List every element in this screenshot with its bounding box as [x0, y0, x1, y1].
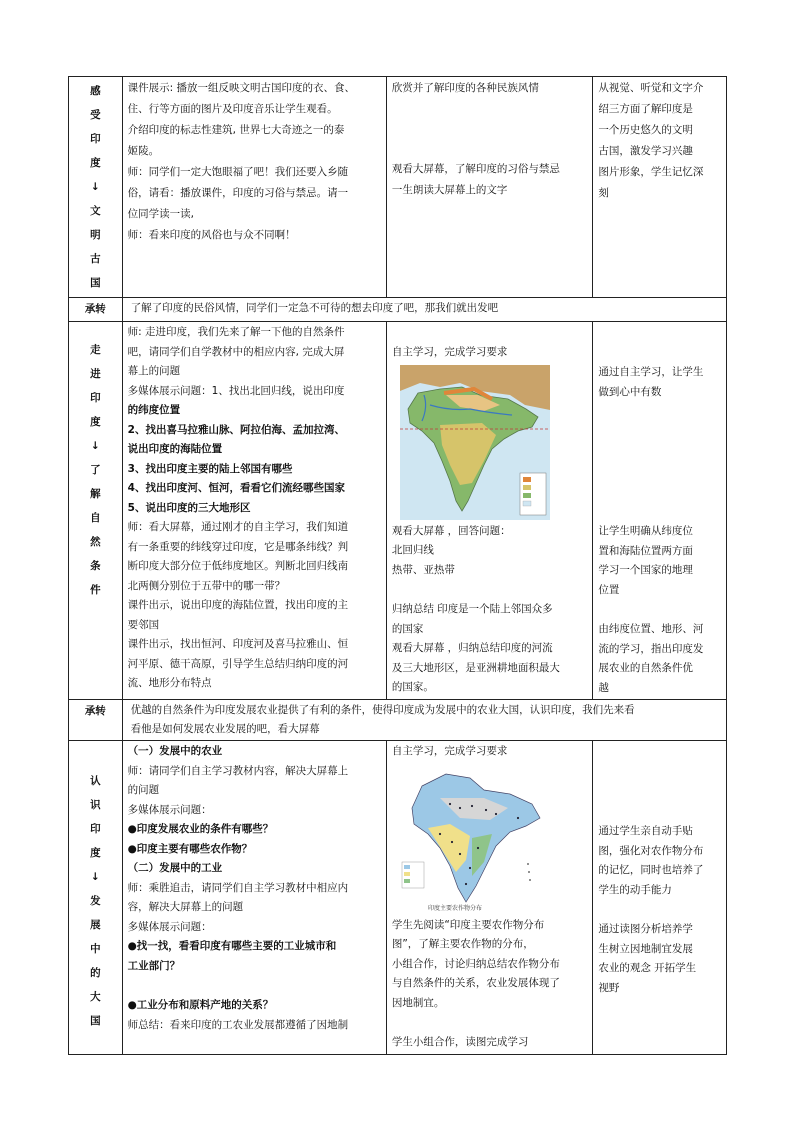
- text-line: 容，解决大屏幕上的问题: [127, 901, 244, 913]
- design-intent: [593, 741, 727, 1055]
- label-char: 印: [90, 133, 101, 145]
- question-line: ●工业分布和原料产地的关系？: [127, 999, 274, 1011]
- student-activity: [386, 77, 593, 298]
- label-char: 解: [90, 488, 101, 500]
- text-line: 通过读图分析培养学: [598, 923, 693, 935]
- text-line: 置和海陆位置两方面: [598, 544, 693, 557]
- text-line: 通过自主学习，让学生: [598, 366, 704, 378]
- text-line: 师: 走进印度，我们先来了解一下他的自然条件: [127, 326, 345, 338]
- transition-row-1: [69, 298, 727, 322]
- text-line: 多媒体展示问题：: [127, 803, 212, 816]
- transition-row-2: [69, 700, 727, 741]
- section-label-2: [69, 322, 123, 700]
- transition-text: 了解了印度的民俗风情，同学们一定急不可待的想去印度了吧，那我们就出发吧: [122, 298, 726, 322]
- text-line: 让学生明确从纬度位: [598, 525, 693, 537]
- label-char: 的: [90, 967, 101, 979]
- text-line: 农业的观念 开拓学生: [598, 962, 697, 974]
- text-line: 因地制宜。: [391, 996, 445, 1009]
- arrow-down-icon: ↓: [90, 871, 100, 883]
- question-line: ●印度主要有哪些农作物？: [127, 842, 253, 855]
- text-line: 的国家。: [391, 681, 434, 693]
- question-line: 多媒体展示问题：1、找出北回归线，说出印度: [127, 384, 345, 397]
- text-line: 自主学习，完成学习要求: [391, 745, 508, 757]
- text-line: 视野: [598, 981, 620, 994]
- subheading: （二）发展中的工业: [127, 862, 223, 874]
- text-line: 小组合作，讨论归纳总结农作物分布: [391, 957, 560, 970]
- question-line: ●找一找，看看印度有哪些主要的工业城市和: [127, 940, 337, 952]
- question-line: ●印度发展农业的条件有哪些？: [127, 823, 274, 835]
- label-char: 走: [90, 344, 101, 356]
- text-line: 看他是如何发展农业发展的吧，看大屏幕: [130, 723, 320, 735]
- text-line: 图，强化对农作物分布: [598, 844, 704, 857]
- teacher-activity: [122, 741, 386, 1055]
- text-line: 图”，了解主要农作物的分布，: [391, 938, 534, 950]
- text-line: 课件出示，找出恒河、印度河及喜马拉雅山、恒: [127, 638, 349, 650]
- text-line: 河平原、德干高原，引导学生总结归纳印度的河: [127, 657, 349, 670]
- question-line: 4、找出印度河、恒河，看看它们流经哪些国家: [127, 482, 345, 494]
- label-char: 件: [90, 584, 101, 596]
- text-line: 与自然条件的关系，农业发展体现了: [391, 977, 560, 989]
- text-line: 俗，请看：播放课件，印度的习俗与禁忌。请一: [127, 187, 349, 199]
- legend-swatch: [523, 477, 531, 482]
- label-char: 度: [90, 416, 101, 428]
- text-line: 由纬度位置、地形、河: [598, 623, 704, 635]
- section-enter-india: [69, 322, 727, 700]
- text-line: 古国，激发学习兴趣: [598, 145, 693, 157]
- legend-swatch: [404, 879, 410, 883]
- label-char: 展: [90, 919, 101, 931]
- label-char: 国: [90, 277, 101, 289]
- text-line: 住、行等方面的图片及印度音乐让学生观看。: [127, 103, 338, 115]
- label-char: 古: [90, 253, 101, 265]
- text-line: 热带、亚热带: [391, 563, 455, 576]
- text-line: 图片形象，学生记忆深: [598, 166, 704, 178]
- label-char: 明: [90, 229, 101, 241]
- text-line: 位同学读一读,: [127, 208, 194, 220]
- label-char: 进: [90, 368, 101, 380]
- text-line: 课件展示: 播放一组反映文明古国印度的衣、食、: [127, 82, 356, 94]
- question-line: 说出印度的海陆位置: [127, 443, 223, 455]
- text-line: 课件出示，说出印度的海陆位置，找出印度的主: [127, 599, 349, 611]
- text-line: 的记忆，同时也培养了: [598, 864, 704, 876]
- text-line: 姬陵。: [127, 145, 160, 157]
- text-line: 师：请同学们自主学习教材内容，解决大屏幕上: [127, 764, 349, 777]
- section-label-1: [69, 77, 123, 298]
- legend-swatch: [404, 872, 410, 876]
- label-char: 感: [90, 85, 101, 97]
- label-char: 度: [90, 847, 101, 859]
- text-line: 一个历史悠久的文明: [598, 124, 693, 136]
- text-line: 的国家: [391, 622, 424, 635]
- question-line: 工业部门？: [127, 959, 181, 972]
- transition-label: 承转: [69, 700, 123, 741]
- map-caption: 印度主要农作物分布: [427, 904, 482, 912]
- text-line: 师：乘胜追击，请同学们自主学习教材中相应内: [127, 881, 349, 894]
- label-char: 条: [90, 560, 101, 572]
- text-line: 观看大屏幕 ，回答问题：: [391, 524, 511, 537]
- text-line: 从视觉、听觉和文字介: [598, 82, 704, 94]
- legend-swatch: [523, 493, 531, 498]
- text-line: 要邻国: [127, 618, 160, 631]
- text-line: 介绍印度的标志性建筑, 世界七大奇迹之一的泰: [127, 124, 345, 136]
- text-line: 自主学习，完成学习要求: [391, 346, 508, 358]
- arrow-down-icon: ↓: [90, 181, 100, 193]
- text-line: 观看大屏幕，了解印度的习俗与禁忌: [391, 163, 560, 175]
- text-line: 位置: [598, 583, 620, 596]
- label-char: 中: [90, 943, 101, 955]
- text-line: 师：看大屏幕，通过刚才的自主学习，我们知道: [127, 521, 349, 533]
- text-line: 学生的动手能力: [598, 883, 672, 896]
- section-label-3: [69, 741, 123, 1055]
- section-know-india: [69, 741, 727, 1055]
- label-char: 印: [90, 823, 101, 835]
- design-intent: [593, 322, 727, 700]
- text-line: 学生小组合作，读图完成学习: [391, 1036, 529, 1048]
- text-line: 优越的自然条件为印度发展农业提供了有利的条件，使得印度成为发展中的农业大国，认识印度，我们先来看: [130, 704, 635, 716]
- label-char: 度: [90, 157, 101, 169]
- text-line: 越: [598, 681, 609, 694]
- label-char: 国: [90, 1015, 101, 1027]
- text-line: 绍三方面了解印度是: [598, 103, 693, 115]
- legend-swatch: [523, 501, 531, 506]
- text-line: 断印度大部分位于低纬度地区。判断北回归线南: [127, 560, 349, 572]
- transition-text: [122, 700, 726, 741]
- text-line: 师：同学们一定大饱眼福了吧！我们还要入乡随: [127, 166, 349, 178]
- india-physical-map: [400, 365, 550, 520]
- text-line: 吧，请同学们自学教材中的相应内容, 完成大屏: [127, 345, 345, 358]
- label-char: 自: [90, 512, 101, 524]
- text-line: 展农业的自然条件优: [598, 662, 693, 674]
- text-line: 刻: [598, 187, 609, 199]
- arrow-down-icon: ↓: [90, 440, 100, 452]
- label-char: 认: [90, 775, 101, 787]
- text-line: 流的学习，指出印度发: [598, 642, 704, 655]
- question-line: 3、找出印度主要的陆上邻国有哪些: [127, 462, 293, 475]
- text-line: 学生先阅读“印度主要农作物分布: [391, 918, 545, 931]
- text-line: 观看大屏幕 ，归纳总结印度的河流: [391, 642, 553, 654]
- question-line: 5、说出印度的三大地形区: [127, 501, 251, 514]
- text-line: 及三大地形区，是亚洲耕地面积最大: [391, 661, 560, 674]
- text-line: 师：看来印度的风俗也与众不同啊！: [127, 229, 296, 241]
- text-line: 的问题: [127, 784, 160, 796]
- text-line: 一生朗读大屏幕上的文字: [391, 184, 508, 196]
- student-activity: [386, 741, 593, 1055]
- label-char: 然: [90, 536, 101, 548]
- text-line: 北回归线: [391, 544, 434, 556]
- transition-label: 承转: [69, 298, 123, 322]
- subheading: （一）发展中的农业: [127, 745, 223, 757]
- text-line: 流、地形分布特点: [127, 677, 212, 689]
- label-char: 了: [90, 464, 101, 476]
- text-line: 归纳总结 印度是一个陆上邻国众多: [391, 603, 553, 615]
- text-line: 有一条重要的纬线穿过印度，它是哪条纬线？判: [127, 540, 349, 553]
- label-char: 识: [90, 799, 101, 811]
- label-char: 发: [90, 895, 101, 907]
- student-activity: [386, 322, 593, 700]
- teacher-activity: [122, 77, 386, 298]
- label-char: 印: [90, 392, 101, 404]
- section-feel-india: [69, 77, 727, 298]
- lesson-plan-table: [68, 76, 727, 1055]
- text-line: 幕上的问题: [127, 365, 181, 377]
- label-char: 文: [90, 205, 101, 217]
- text-line: 多媒体展示问题：: [127, 920, 212, 933]
- india-crop-map: [400, 764, 550, 914]
- question-line: 的纬度位置: [127, 404, 181, 416]
- label-char: 受: [90, 109, 101, 121]
- question-line: 2、找出喜马拉雅山脉、阿拉伯海、孟加拉湾、: [127, 423, 345, 436]
- text-line: 通过学生亲自动手贴: [598, 825, 693, 837]
- text-line: 学习一个国家的地理: [598, 564, 693, 576]
- text-line: 生树立因地制宜发展: [598, 942, 693, 955]
- design-intent: [593, 77, 727, 298]
- label-char: 大: [90, 991, 101, 1003]
- teacher-activity: [122, 322, 386, 700]
- text-line: 师总结：看来印度的工农业发展都遵循了因地制: [127, 1018, 349, 1031]
- legend-swatch: [523, 485, 531, 490]
- legend-swatch: [404, 865, 410, 869]
- text-line: 欣赏并了解印度的各种民族风情: [391, 82, 539, 94]
- text-line: 北两侧分别位于五带中的哪一带？: [127, 579, 286, 592]
- text-line: 做到心中有数: [598, 385, 662, 398]
